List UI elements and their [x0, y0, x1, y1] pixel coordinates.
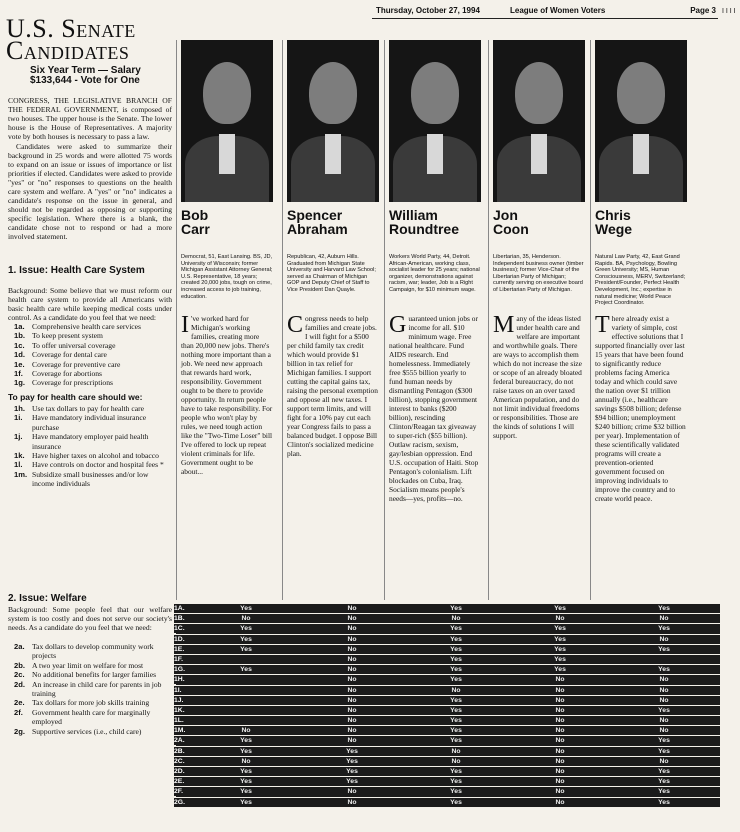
title-line-2: Candidates	[6, 36, 130, 65]
candidate-column	[590, 40, 689, 600]
question-text: Coverage for prescriptions	[32, 378, 113, 388]
question-id: 1l.	[14, 460, 23, 470]
subtitle-line-1: Six Year Term — Salary	[30, 65, 141, 76]
grid-row	[176, 655, 720, 664]
grid-answer: No	[659, 635, 669, 643]
issue-1-question-list	[14, 322, 172, 388]
question-id: 1m.	[14, 469, 28, 479]
question-id: 2b.	[14, 660, 25, 670]
candidate-statement	[595, 314, 687, 503]
grid-answer: No	[555, 737, 565, 745]
grid-answer: No	[555, 727, 565, 735]
question-id: 1h.	[14, 404, 25, 413]
grid-answer: No	[347, 706, 357, 714]
candidate-name	[181, 208, 275, 236]
grid-row	[176, 787, 720, 796]
drop-cap: G	[389, 312, 407, 338]
photo-head	[617, 62, 665, 124]
grid-answer: No	[347, 645, 357, 653]
question-text: Have controls on doctor and hospital fees *	[32, 460, 164, 470]
grid-row-label: 2B.	[174, 747, 194, 756]
grid-answer: No	[347, 788, 357, 796]
statement-text: here already exist a variety of simple, cost effective solutions that I supported financially over last 15 years that have been found to significantly reduce problems facing America today and which could save the nation over $1 trillion annually (i.e., healthcare savings $508 billion; defense $94 billion; unemployment $240 billion; crime $32 billion per year). Implementation of these scientifically validated programs will create a prevention-oriented government focused on improving individuals to improve the country and to create world peace.	[595, 314, 686, 503]
grid-row-label: 1E.	[174, 645, 194, 654]
candidate-photo	[493, 40, 585, 202]
question-item	[14, 670, 172, 679]
question-id: 2f.	[14, 707, 23, 717]
candidate-column	[176, 40, 275, 600]
statement-text: any of the ideas listed under health care and welfare are important and worthwhile goals. There are ways to accomplish them which do not increase the size or scope of an already bloated federal bureaucracy, do not raise taxes on an over taxed American population, and do not limit individual freedoms or responsibilities. Those are the kinds of solutions I will support.	[493, 314, 582, 440]
question-item	[14, 322, 172, 331]
grid-answer: Yes	[658, 605, 670, 612]
grid-row	[176, 635, 720, 644]
question-text: Tax dollars to develop community work projects	[32, 642, 154, 661]
statement-text: uaranteed union jobs or income for all. $10 minimum wage. Free national healthcare. Fund AIDS research. End homelessness. Immediately free $555 billion yearly to fund human needs by dismantling Pentagon ($300 billion), stopping government interest to banks ($200 billion), rescinding Clinton/Reagan tax giveaway to super-rich ($55 billion). Outlaw racism, sexism, gay/lesbian oppression. End U.S. occupation of Haiti. Stop Pentagon's colonialism. Lift blockades on Cuba, Iraq. Socialism means people's needs—yes, profits—no.	[389, 314, 479, 503]
grid-answer: Yes	[240, 768, 252, 775]
grid-row	[176, 686, 720, 695]
header-organization: League of Women Voters	[510, 6, 606, 15]
question-id: 1f.	[14, 369, 23, 379]
candidate-last-name: Roundtree	[389, 221, 459, 237]
grid-answer: Yes	[450, 717, 462, 725]
grid-answer: No	[659, 676, 669, 684]
grid-answer: Yes	[450, 778, 462, 786]
grid-row	[176, 716, 720, 725]
grid-answer: Yes	[450, 706, 462, 714]
subtitle-line-2: $133,644 - Vote for One	[30, 75, 140, 86]
issue-2-title: 2. Issue: Welfare	[8, 593, 87, 604]
candidate-last-name: Abraham	[287, 221, 348, 237]
margin-mark: I I I I	[722, 8, 736, 15]
question-text: Coverage for abortions	[32, 369, 103, 379]
question-text: To keep present system	[32, 331, 103, 341]
grid-row	[176, 624, 720, 633]
grid-answer: No	[347, 676, 357, 684]
question-text: Subsidize small businesses and/or low income individuals	[32, 469, 149, 489]
grid-answer: No	[347, 798, 357, 806]
grid-answer: No	[659, 615, 669, 623]
question-item	[14, 413, 172, 432]
page-header	[372, 6, 718, 19]
question-item	[14, 642, 172, 661]
grid-row	[176, 696, 720, 705]
grid-row-label: 1J.	[174, 696, 194, 705]
candidate-first-name: Chris	[595, 207, 631, 223]
candidate-first-name: Bob	[181, 207, 209, 223]
drop-cap: M	[493, 312, 515, 338]
question-text: Comprehensive health care services	[32, 322, 142, 331]
grid-answer: Yes	[450, 605, 462, 612]
grid-answer: Yes	[450, 727, 462, 735]
grid-answer: No	[451, 757, 461, 765]
question-text: Have higher taxes on alcohol and tobacco	[32, 451, 159, 461]
candidate-column	[488, 40, 587, 600]
drop-cap: T	[595, 312, 610, 338]
issue-1-title: 1. Issue: Health Care System	[8, 265, 145, 276]
question-item	[14, 680, 172, 699]
grid-answer: No	[347, 717, 357, 725]
grid-answer: Yes	[554, 655, 566, 663]
question-item	[14, 451, 172, 460]
grid-answer: Yes	[346, 778, 358, 786]
grid-answer: Yes	[450, 798, 462, 806]
question-item	[14, 661, 172, 670]
grid-row	[176, 614, 720, 623]
question-text: No additional benefits for larger families	[32, 670, 157, 680]
grid-answer: No	[241, 727, 251, 735]
grid-answer: No	[555, 757, 565, 765]
grid-answer: Yes	[240, 788, 252, 796]
grid-row-label: 1H.	[174, 675, 194, 684]
grid-row-label: 1B.	[174, 614, 194, 623]
question-id: 1e.	[14, 359, 25, 369]
grid-row-label: 1I.	[174, 686, 194, 695]
grid-row	[176, 675, 720, 684]
grid-answer: Yes	[554, 645, 566, 653]
grid-answer: Yes	[554, 625, 566, 633]
page-subtitle	[30, 66, 141, 86]
grid-row	[176, 798, 720, 807]
grid-answer: Yes	[658, 737, 670, 745]
grid-answer: No	[555, 788, 565, 796]
grid-answer: No	[451, 747, 461, 755]
question-item	[14, 331, 172, 340]
question-item	[14, 698, 172, 707]
grid-answer: Yes	[240, 645, 252, 653]
grid-answer: Yes	[658, 666, 670, 674]
grid-answer: Yes	[450, 676, 462, 684]
issue-2-background: Background: Some people feel that our welfare system is too costly and does not serve our society's needs. As a candidate do you feel that we need:	[8, 605, 172, 632]
question-id: 2e.	[14, 698, 25, 708]
candidate-name	[493, 208, 587, 236]
question-id: 1i.	[14, 413, 23, 423]
grid-row-label: 2G.	[174, 798, 194, 807]
grid-answer: No	[555, 615, 565, 623]
grid-row	[176, 665, 720, 674]
grid-row-label: 2D.	[174, 767, 194, 776]
grid-row-label: 1K.	[174, 706, 194, 715]
photo-head	[515, 62, 563, 124]
grid-answer: Yes	[450, 696, 462, 704]
photo-shirt	[633, 134, 649, 174]
issue-2-question-list	[14, 642, 172, 736]
question-item	[14, 470, 172, 489]
candidate-column	[282, 40, 381, 600]
drop-cap: C	[287, 312, 304, 338]
grid-answer: No	[347, 635, 357, 643]
grid-answer: Yes	[658, 706, 670, 714]
grid-answer: Yes	[450, 666, 462, 674]
question-item	[14, 341, 172, 350]
page-title	[6, 14, 136, 65]
question-id: 1b.	[14, 331, 25, 341]
grid-answer: Yes	[450, 768, 462, 775]
intro-text	[8, 96, 172, 242]
candidate-last-name: Wege	[595, 221, 633, 237]
grid-answer: No	[241, 615, 251, 623]
grid-answer: Yes	[346, 768, 358, 775]
candidate-statement	[493, 314, 585, 440]
header-page-number: Page 3	[690, 6, 716, 15]
grid-row	[176, 747, 720, 756]
grid-row	[176, 604, 720, 613]
grid-answer: No	[347, 686, 357, 694]
grid-answer: No	[347, 605, 357, 612]
header-date: Thursday, October 27, 1994	[376, 6, 480, 15]
grid-answer: Yes	[658, 788, 670, 796]
grid-answer: Yes	[450, 645, 462, 653]
grid-answer: No	[659, 686, 669, 694]
candidate-bio: Libertarian, 35, Henderson. Independent business owner (timber business); former Vice-Chair of the Libertarian Party of Michigan; currently serving on executive board of Libertarian Party of Michigan.	[493, 254, 584, 293]
question-text: Tax dollars for more job skills training	[32, 698, 150, 708]
grid-row	[176, 736, 720, 745]
question-id: 2d.	[14, 679, 25, 689]
grid-row	[176, 767, 720, 776]
grid-row-label: 1L.	[174, 716, 194, 725]
question-id: 1a.	[14, 322, 25, 331]
statement-text: 've worked hard for Michigan's working families, creating more than 20,000 new jobs. There's nothing more important than a job. We need new approach that rewards hard work, responsibility. Government ought to be there to provide opportunity. In return people have to take responsibility. For people who won't play by rules, we need tough action like the "Two-Time Loser" bill I've offered to lock up repeat violent criminals for life. Government ought to be about...	[181, 314, 273, 476]
grid-row	[176, 757, 720, 766]
candidate-statement	[181, 314, 273, 476]
photo-head	[411, 62, 459, 124]
candidate-photo	[389, 40, 481, 202]
question-text: Supportive services (i.e., child care)	[32, 726, 142, 736]
grid-row-label: 1G.	[174, 665, 194, 674]
candidate-last-name: Carr	[181, 221, 210, 237]
grid-row	[176, 706, 720, 715]
grid-answer: Yes	[450, 655, 462, 663]
grid-answer: No	[659, 757, 669, 765]
grid-answer: Yes	[450, 788, 462, 796]
photo-shirt	[325, 134, 341, 174]
grid-answer: Yes	[554, 635, 566, 643]
grid-answer: Yes	[450, 625, 462, 633]
grid-answer: No	[555, 717, 565, 725]
question-item	[14, 378, 172, 387]
question-text: Have mandatory employer paid health insurance	[32, 432, 149, 451]
question-item	[14, 708, 172, 727]
candidate-photo	[595, 40, 687, 202]
question-item	[14, 727, 172, 736]
grid-answer: No	[555, 696, 565, 704]
grid-row-label: 1C.	[174, 624, 194, 633]
candidate-first-name: Spencer	[287, 207, 343, 223]
grid-row-label: 2E.	[174, 777, 194, 786]
question-item	[14, 350, 172, 359]
grid-row-label: 1M.	[174, 726, 194, 735]
question-id: 1d.	[14, 350, 25, 360]
question-text: Coverage for dental care	[32, 350, 107, 360]
grid-answer: Yes	[240, 737, 252, 745]
grid-answer: Yes	[554, 666, 566, 674]
pay-heading: To pay for health care should we:	[8, 392, 143, 402]
photo-head	[309, 62, 357, 124]
candidate-photo	[181, 40, 273, 202]
photo-shirt	[427, 134, 443, 174]
intro-paragraph-2: Candidates were asked to summarize their background in 25 words and were allotted 75 words to expand on an issue or issues of importance or list priorities if elected. Candidates were asked to provide "yes" or "no" responses to questions on the health care system and welfare. A "yes" or "no" indicates a candidate's response on the issue in general, and should not be regarded as opposing or supporting specific legislation. Where there is a blank, the candidate chose not to respond or had a more involved statement.	[8, 142, 172, 241]
grid-answer: Yes	[658, 798, 670, 806]
grid-row	[176, 777, 720, 786]
grid-answer: Yes	[658, 625, 670, 633]
grid-answer: Yes	[346, 757, 358, 765]
grid-answer: No	[555, 686, 565, 694]
candidate-bio: Workers World Party, 44, Detroit. African-American, working class, socialist leader for 25 years; national organizer, demonstrations against racism, war; leader, Job is a Right Campaign, for $10 minimum wage.	[389, 254, 480, 293]
pay-question-list	[14, 404, 172, 489]
title-line-1: U.S. Senate	[6, 14, 136, 43]
grid-answer: Yes	[658, 645, 670, 653]
candidate-statement	[287, 314, 379, 458]
grid-answer: No	[555, 778, 565, 786]
question-item	[14, 460, 172, 469]
grid-row	[176, 645, 720, 654]
candidate-first-name: Jon	[493, 207, 518, 223]
grid-answer: No	[347, 727, 357, 735]
question-id: 1c.	[14, 340, 25, 350]
yes-no-grid	[176, 604, 720, 808]
question-id: 1j.	[14, 432, 23, 442]
candidate-first-name: William	[389, 207, 438, 223]
grid-answer: No	[347, 666, 357, 674]
question-id: 2a.	[14, 642, 25, 651]
question-text: A two year limit on welfare for most	[32, 660, 144, 670]
question-text: Government health care for marginally employed	[32, 707, 151, 727]
drop-cap: I	[181, 312, 189, 338]
grid-row-label: 1D.	[174, 635, 194, 644]
grid-answer: Yes	[240, 666, 252, 674]
grid-answer: Yes	[658, 747, 670, 755]
question-id: 1g.	[14, 378, 25, 388]
grid-answer: No	[347, 696, 357, 704]
grid-answer: No	[555, 747, 565, 755]
grid-row-label: 2F.	[174, 787, 194, 796]
grid-answer: No	[347, 615, 357, 623]
grid-answer: Yes	[450, 635, 462, 643]
grid-row-label: 2C.	[174, 757, 194, 766]
grid-answer: No	[241, 757, 251, 765]
question-item	[14, 369, 172, 378]
grid-answer: Yes	[240, 798, 252, 806]
grid-answer: No	[659, 727, 669, 735]
question-item	[14, 404, 172, 413]
grid-answer: Yes	[658, 768, 670, 775]
grid-answer: No	[555, 676, 565, 684]
photo-shirt	[219, 134, 235, 174]
grid-answer: No	[347, 655, 357, 663]
grid-answer: Yes	[450, 737, 462, 745]
grid-answer: No	[555, 768, 565, 775]
grid-answer: Yes	[240, 605, 252, 612]
grid-answer: No	[451, 686, 461, 694]
question-text: Use tax dollars to pay for health care	[32, 404, 144, 413]
statement-text: ongress needs to help families and create jobs. I will fight for a $500 per child family tax credit which would provide $1 billion in tax relief for Michigan families. I support cutting the capital gains tax, raising the personal exemption and oppose all new taxes. I support term limits, and will fight for a 10% pay cut each year Congress fails to pass a balanced budget. I oppose Bill Clinton's socialized medicine plan.	[287, 314, 378, 458]
grid-answer: Yes	[240, 778, 252, 786]
grid-answer: Yes	[240, 635, 252, 643]
intro-paragraph-1: CONGRESS, THE LEGISLATIVE BRANCH OF THE FEDERAL GOVERNMENT, is composed of two houses. The upper house is the Senate. The lower house is the House of Representatives. A majority vote by both houses is necessary to pass a law.	[8, 96, 172, 141]
grid-answer: Yes	[240, 747, 252, 755]
question-text: To offer universal coverage	[32, 340, 116, 350]
grid-row-label: 1A.	[174, 604, 194, 613]
grid-answer: No	[659, 717, 669, 725]
grid-answer: No	[555, 798, 565, 806]
grid-answer: No	[451, 615, 461, 623]
grid-answer: No	[659, 696, 669, 704]
grid-answer: Yes	[658, 778, 670, 786]
candidate-name	[287, 208, 381, 236]
grid-answer: No	[555, 706, 565, 714]
issue-1-background: Background: Some believe that we must reform our health care system to provide all Americans with basic health care while keeping medical costs under control. As a candidate do you feel that we need:	[8, 286, 172, 322]
candidate-statement	[389, 314, 481, 503]
photo-head	[203, 62, 251, 124]
candidate-bio: Natural Law Party, 42, East Grand Rapids. BA, Psychology, Bowling Green University; MS, Human Consciousness, MERV, Switzerland; President/Founder, Perfect Health Development, Inc.; expertise in natural medicine; World Peace Project Coordinator.	[595, 254, 686, 307]
question-text: An increase in child care for parents in job training	[32, 679, 162, 699]
question-id: 2c.	[14, 670, 25, 680]
grid-answer: Yes	[346, 747, 358, 755]
candidate-photo	[287, 40, 379, 202]
candidate-bio: Democrat, 51, East Lansing. BS, JD, University of Wisconsin; former Michigan Assistant Attorney General; U.S. Representative, 18 years; created 20,000 jobs, tough on crime, increased access to job training, education.	[181, 254, 273, 300]
grid-row-label: 2A.	[174, 736, 194, 745]
question-item	[14, 360, 172, 369]
photo-shirt	[531, 134, 547, 174]
question-text: Have mandatory individual insurance purchase	[32, 413, 147, 432]
question-id: 1k.	[14, 451, 25, 461]
candidate-bio: Republican, 42, Auburn Hills. Graduated from Michigan State University and Harvard Law School; served as Chairman of Michigan GOP and Deputy Chief of Staff to Vice President Dan Quayle.	[287, 254, 376, 293]
grid-answer: No	[347, 737, 357, 745]
question-item	[14, 432, 172, 451]
grid-answer: Yes	[240, 625, 252, 633]
candidate-name	[389, 208, 483, 236]
grid-row-label: 1F.	[174, 655, 194, 664]
candidate-name	[595, 208, 689, 236]
candidate-column	[384, 40, 483, 600]
grid-answer: No	[347, 625, 357, 633]
candidate-last-name: Coon	[493, 221, 529, 237]
question-id: 2g.	[14, 726, 25, 736]
question-text: Coverage for preventive care	[32, 359, 121, 369]
grid-answer: Yes	[554, 605, 566, 612]
grid-row	[176, 726, 720, 735]
